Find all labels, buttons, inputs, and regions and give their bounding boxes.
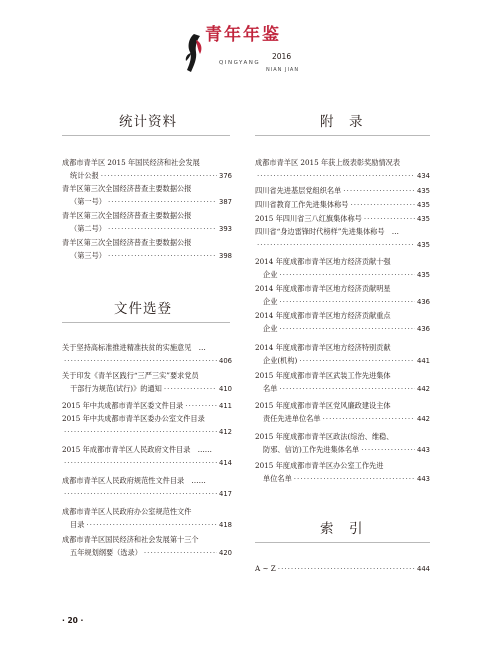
toc-entry[interactable] [255,184,430,197]
toc-entry[interactable] [255,212,430,225]
toc-entry[interactable] [62,399,232,412]
toc-entry-title: 企业 [263,324,278,333]
toc-entry-title: 青羊区第三次全国经济普查主要数据公报 [62,184,192,193]
toc-entry-title: 成都市青羊区人民政府办公室规范性文件 [62,507,192,516]
toc-entry-page: 435 [417,187,430,195]
section-rule [62,135,230,136]
leader-dots [101,169,217,182]
toc-entry-page: 418 [219,521,232,529]
leader-dots [278,562,415,575]
leader-dots [86,518,217,531]
leader-dots [108,222,217,235]
toc-entry-page: 410 [219,385,232,393]
leader-dots [164,382,217,395]
logo-pinyin-sub: NIAN JIAN [266,67,300,73]
toc-entry-title: 2014 年度成都市青羊区地方经济贡献明星 [255,284,391,293]
toc-entry-page: 435 [417,241,430,249]
toc-entry-title: 2015 年中共成都市青羊区委文件目录 [62,401,184,410]
toc-entry-title: 关于坚持高标准推进精准扶贫的实施意见 … [62,343,206,352]
toc-entry[interactable] [62,236,232,262]
toc-entry-title: 单位名单 [263,474,292,483]
toc-entry-title: 企业 [263,297,278,306]
toc-entry[interactable] [255,309,430,335]
toc-entry-title: 统计公报 [70,171,99,180]
toc-entry-page: 376 [219,172,232,180]
section-title-docs: 文件选登 [114,301,172,317]
toc-entry-page: 435 [417,271,430,279]
leader-dots [257,238,415,251]
leader-dots [64,425,217,438]
toc-entry-page: 442 [417,415,430,423]
logo-title: 青年年鉴 [205,25,281,45]
toc-entry-title: 2015 年度成都市青羊区办公室工作先进 [255,461,384,470]
toc-entry-page: 411 [219,402,232,410]
toc-entry-title: 青羊区第三次全国经济普查主要数据公报 [62,238,192,247]
toc-entry-title: 2015 年度成都市青羊区政法(综治、维稳、 [255,432,394,441]
logo-pinyin: QINGYANG [219,60,261,66]
toc-entry-title: 成都市青羊区国民经济和社会发展第十三个 [62,535,199,544]
toc-entry-title: 青羊区第三次全国经济普查主要数据公报 [62,211,192,220]
toc-entry-title: 企业 [263,270,278,279]
toc-entry-title: （第二号） [70,224,106,233]
toc-entry[interactable] [62,182,232,208]
toc-entry-title: A ~ Z [255,564,276,573]
toc-entry-title: 2014 年度成都市青羊区地方经济特别贡献 [255,343,391,352]
toc-entry-title: 成都市青羊区人民政府规范性文件目录 …… [62,476,206,485]
leader-dots [64,487,217,500]
toc-entry-page: 443 [417,446,430,454]
logo-year: 2016 [272,52,292,61]
toc-entry[interactable] [255,198,430,211]
leader-dots [279,322,415,335]
toc-entry[interactable] [62,443,232,469]
toc-entry-page: 436 [417,298,430,306]
toc-entry-title: 四川省教育工作先进集体称号 [255,200,349,209]
toc-entry[interactable] [255,255,430,281]
toc-entry-title: 成都市青羊区 2015 年国民经济和社会发展 [62,158,200,167]
leader-dots [361,443,415,456]
section-rule [62,322,230,323]
toc-entry-title: 2014 年度成都市青羊区地方经济贡献重点 [255,311,391,320]
toc-entry-page: 444 [417,565,430,573]
toc-entry-page: 443 [417,475,430,483]
toc-entry-page: 412 [219,428,232,436]
toc-entry-title: 责任先进单位名单 [263,414,321,423]
leader-dots [185,399,217,412]
toc-entry-title: 2015 年度成都市青羊区武装工作先进集体 [255,371,391,380]
toc-entry-title: 2015 年中共成都市青羊区委办公室文件目录 [62,414,205,423]
toc-entry[interactable] [62,369,232,395]
leader-dots [108,195,217,208]
leader-dots [343,184,415,197]
toc-entry[interactable] [255,225,430,251]
toc-entry[interactable] [255,562,430,575]
running-header [0,0,480,80]
leader-dots [299,354,415,367]
toc-entry[interactable] [62,341,232,367]
leader-dots [257,169,415,182]
toc-entry-page: 435 [417,215,430,223]
toc-entry-title: 四川省“身边雷锋时代榜样”先进集体称号 … [255,227,399,236]
toc-entry-title: 防邪、信访)工作先进集体名单 [263,445,360,454]
toc-entry-title: 干部行为规范(试行)》的通知 [70,384,162,393]
toc-entry-title: （第一号） [70,197,106,206]
toc-entry-page: 387 [219,198,232,206]
toc-entry[interactable] [255,341,430,367]
leader-dots [279,382,415,395]
toc-entry-title: 成都市青羊区 2015 年获上级表彰奖励情况表 [255,158,401,167]
toc-entry[interactable] [62,412,232,438]
toc-entry-page: 393 [219,225,232,233]
section-title-stats: 统计资料 [119,114,177,130]
toc-entry[interactable] [62,156,232,182]
leader-dots [64,456,217,469]
section-rule [255,542,430,543]
leader-dots [350,198,415,211]
toc-entry[interactable] [255,369,430,395]
leader-dots [64,354,217,367]
leader-dots [279,295,415,308]
toc-entry-page: 420 [219,549,232,557]
toc-entry-page: 398 [219,252,232,260]
toc-entry[interactable] [255,156,430,182]
toc-entry-page: 435 [417,201,430,209]
toc-entry-page: 441 [417,357,430,365]
toc-entry[interactable] [255,430,430,456]
toc-entry[interactable] [62,533,232,559]
toc-entry-title: 四川省先进基层党组织名单 [255,186,342,195]
toc-entry-page: 434 [417,172,430,180]
section-rule [255,135,430,136]
toc-entry-page: 436 [417,325,430,333]
leader-dots [294,472,415,485]
toc-entry-title: 2015 年四川省三八红旗集体称号 [255,214,362,223]
toc-entry-title: 2014 年度成都市青羊区地方经济贡献十强 [255,257,391,266]
toc-entry-title: 企业(机构) [263,356,298,365]
toc-entry[interactable] [255,399,430,425]
toc-entry[interactable] [62,209,232,235]
toc-entry[interactable] [62,505,232,531]
toc-entry-title: 名单 [263,384,278,393]
toc-entry[interactable] [62,474,232,500]
logo-emblem-icon [181,30,207,76]
page-number: · 20 · [62,616,84,625]
leader-dots [108,249,217,262]
leader-dots [279,268,415,281]
toc-entry-page: 406 [219,357,232,365]
leader-dots [323,412,416,425]
toc-entry-page: 417 [219,490,232,498]
toc-entry-title: 五年规划纲要（选录） [70,548,142,557]
toc-entry[interactable] [255,282,430,308]
section-title-index: 索 引 [320,521,364,537]
toc-entry[interactable] [255,459,430,485]
section-title-appendix: 附 录 [320,114,364,130]
toc-entry-title: 关于印发《青羊区践行“三严三实”要求党员 [62,371,199,380]
toc-entry-page: 442 [417,385,430,393]
leader-dots [144,546,217,559]
toc-entry-page: 414 [219,459,232,467]
toc-entry-title: 目录 [70,520,85,529]
toc-entry-title: （第三号） [70,251,106,260]
toc-entry-title: 2015 年成都市青羊区人民政府文件目录 …… [62,445,212,454]
toc-entry-title: 2015 年度成都市青羊区党风廉政建设主体 [255,401,391,410]
leader-dots [364,212,415,225]
